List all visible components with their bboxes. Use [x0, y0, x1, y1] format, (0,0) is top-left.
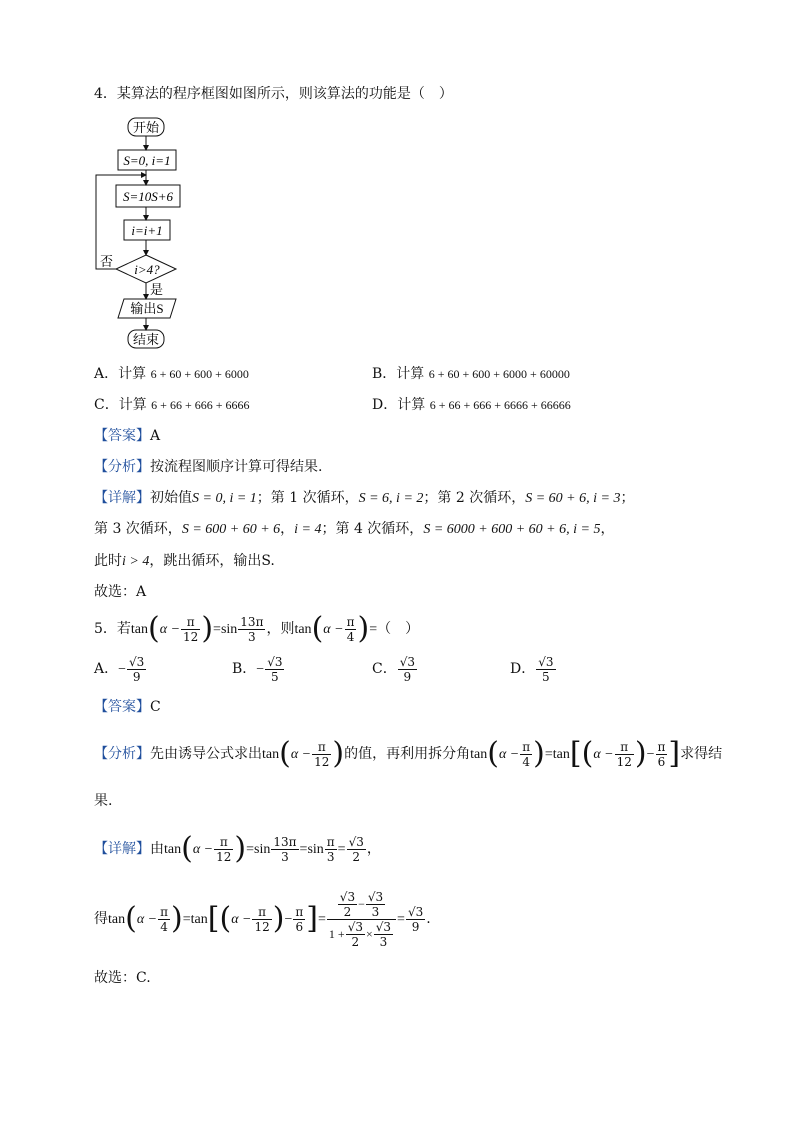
q4-answer-tag: 【答案】 — [94, 428, 150, 444]
q5-text: （ ） — [377, 621, 420, 637]
q5-math: = — [369, 622, 378, 637]
q5-text: 先由诱导公式求出 — [150, 746, 262, 762]
q5-math: √3 — [347, 919, 363, 934]
q5-math: 4 — [346, 629, 355, 644]
q5-math: 4 — [522, 754, 531, 769]
q5-math: π — [657, 739, 666, 754]
q5-text: 得 — [94, 911, 108, 927]
q5-text: ， — [366, 841, 381, 857]
q5-math: √3 — [399, 654, 415, 669]
q5-math: 9 — [403, 669, 412, 684]
q5-analysis-cont: 果. — [94, 793, 113, 809]
q4-option-a-expr: 6 + 60 + 600 + 6000 — [150, 367, 249, 381]
q5-math: = — [182, 912, 191, 927]
q5-math: α − — [192, 842, 214, 857]
q5-math: tan — [164, 842, 182, 857]
q4-detail-line3 — [94, 551, 275, 572]
q4-detail-math: S = 6, i = 2 — [358, 491, 424, 506]
q4-detail-line1 — [94, 488, 634, 509]
q5-option-b — [232, 652, 285, 687]
q5-math: = — [318, 912, 326, 927]
q5-math: sin — [307, 842, 324, 857]
q5-math: 2 — [351, 934, 360, 949]
q5-math: tan — [130, 622, 149, 637]
q4-answer — [94, 426, 160, 446]
q5-math: 5 — [542, 669, 550, 684]
q4-detail-tag: 【详解】 — [94, 490, 150, 506]
q5-math: 12 — [183, 629, 199, 644]
q5-math: tan — [190, 912, 208, 927]
q5-math: tan — [552, 747, 570, 762]
q5-stem: 5．若tan(α − $\frac{\pi}{12}$ )=sin $\frac{13\pi}{3}$ ，则tan(α − $\frac{\pi}{4}$ )=（ ） — [94, 611, 420, 646]
q4-detail-math: S = 600 + 60 + 6 — [181, 522, 281, 537]
q5-choose: 故选：C. — [94, 970, 151, 986]
q5-math: 6 — [295, 919, 304, 934]
q5-big-fraction — [327, 890, 396, 949]
q5-math: 12 — [616, 754, 632, 769]
q5-math: π — [160, 904, 169, 919]
q5-text: 的值，再利用拆分角 — [344, 746, 471, 762]
q5-option-d — [510, 652, 557, 686]
q4-answer-value: A — [150, 428, 161, 444]
q5-math: − — [284, 912, 293, 927]
q5-math: √3 — [375, 919, 392, 934]
flow-no-label: 否 — [100, 254, 114, 269]
q5-math: = — [544, 747, 553, 762]
q4-option-c-label: C．计算 — [94, 397, 147, 413]
flow-init-text: S=0, i=1 — [123, 153, 171, 168]
q4-stem: 4．某算法的程序框图如图所示，则该算法的功能是（ ） — [94, 86, 453, 102]
q5-math: sin — [220, 622, 238, 637]
q5-detail-line1: 【详解】由tan(α − $\frac{\pi}{12}$ )=sin $\frac{13\pi}{3}$ =sin $\frac{\pi}{3}$ = $\frac{√3}{2}$ ， — [94, 831, 381, 866]
q5-math: α − — [498, 747, 520, 762]
q4-detail-math: S = 0, i = 1 — [192, 491, 257, 506]
q5-math: √3 — [348, 834, 364, 849]
q5-analysis: 【分析】先由诱导公式求出tan(α − $\frac{\pi}{12}$ )的值，再利用拆分角tan(α − $\frac{\pi}{4}$ )=tan[(α − $\frac{\pi}{12}$ )− $\frac{\pi}{6}$ ]求得结 — [94, 736, 723, 771]
q4-option-c — [94, 395, 249, 415]
q5-math: 4 — [160, 919, 168, 934]
q5-math: 3 — [379, 934, 388, 949]
flow-step1-text: S=10S+6 — [122, 189, 174, 204]
q5-math: π — [312, 740, 331, 755]
q5-math: sin — [254, 842, 271, 857]
q5-math: α − — [231, 912, 252, 927]
flow-step2-text: i=i+1 — [131, 223, 163, 238]
q4-analysis-text: 按流程图顺序计算可得结果. — [150, 459, 323, 475]
q4-analysis-tag: 【分析】 — [94, 459, 150, 475]
q5-text: . — [426, 911, 431, 927]
q5-math: α − — [159, 622, 181, 637]
q4-option-d-label: D．计算 — [372, 397, 426, 413]
q5-math: tan — [262, 747, 280, 762]
q5-math: − — [358, 896, 365, 911]
q4-option-b — [372, 364, 570, 384]
q5-math: π — [522, 739, 531, 754]
q5-math: tan — [108, 912, 126, 927]
q5-math: = — [337, 842, 346, 857]
flow-output-text: 输出S — [130, 301, 164, 316]
q5-math: 12 — [254, 919, 270, 934]
q5-math: = — [213, 622, 221, 637]
q5-math: π — [252, 905, 271, 920]
q5-option-label: A． — [94, 661, 119, 677]
q4-detail-math: S = 6000 + 600 + 60 + 6, i = 5 — [423, 522, 601, 537]
q4-detail-line2 — [94, 519, 614, 540]
q5-text: 求得结 — [680, 746, 723, 762]
q5-math: = — [397, 912, 405, 927]
q5-math: 2 — [343, 904, 352, 919]
q5-option-label: D． — [510, 661, 536, 677]
q5-math: 3 — [248, 629, 256, 644]
q5-math: 3 — [281, 849, 289, 864]
q5-math: √3 — [339, 889, 356, 904]
q5-math: π — [326, 834, 335, 849]
q5-text: ，则 — [266, 621, 295, 637]
q5-math: π — [615, 740, 634, 755]
q4-detail-text: 初始值 — [150, 490, 192, 506]
q5-math: = — [246, 842, 255, 857]
q5-analysis-tag: 【分析】 — [94, 746, 150, 762]
q5-math: 2 — [352, 849, 361, 864]
q5-math: tan — [470, 747, 488, 762]
q5-answer-value: C — [150, 699, 161, 715]
q4-analysis — [94, 457, 322, 477]
q5-math: 5 — [271, 669, 279, 684]
q5-math: α − — [136, 912, 158, 927]
q5-math: 9 — [411, 919, 420, 934]
q5-detail-line2: 得tan(α − $\frac{\pi}{4}$ )=tan[(α − $\frac{\pi}{12}$ )− $\frac{\pi}{6}$ ]= $\frac{√3}{2}$ − $\frac{√3}{3}$ 1 + $\frac{√3}{2}$ × $\frac{√3}{3}$ = $\frac{√3}{9}$ . — [94, 889, 431, 949]
q5-option-c — [372, 652, 418, 686]
q4-detail-text: ，跳出循环，输出S. — [149, 553, 275, 569]
q5-math: tan — [294, 622, 312, 637]
q4-option-d — [372, 395, 571, 415]
q5-math: 6 — [657, 754, 666, 769]
q5-math: √3 — [367, 889, 384, 904]
q5-math: π — [346, 614, 355, 629]
q5-math: √3 — [407, 904, 424, 919]
flow-start-text: 开始 — [132, 120, 160, 135]
q5-detail-tag: 【详解】 — [94, 841, 150, 857]
q5-math: π — [181, 615, 200, 630]
q4-option-a — [94, 364, 249, 384]
q5-math: α − — [593, 747, 614, 762]
flow-end-text: 结束 — [132, 332, 160, 347]
q5-option-label: C． — [372, 661, 397, 677]
q5-math: 3 — [371, 904, 380, 919]
q5-option-a — [94, 652, 147, 687]
q4-detail-text: ；第 4 次循环， — [321, 521, 424, 537]
q4-detail-math: S = 60 + 6, i = 3 — [525, 491, 621, 506]
q4-option-b-label: B．计算 — [372, 366, 425, 382]
q4-detail-text: 第 3 次循环， — [94, 521, 182, 537]
q4-option-c-expr: 6 + 66 + 666 + 6666 — [151, 398, 250, 412]
q4-option-a-label: A．计算 — [94, 366, 147, 382]
q4-detail-text: ， — [600, 521, 615, 537]
q5-math: 1 + — [328, 926, 345, 941]
q4-detail-math: i > 4 — [122, 554, 150, 569]
q4-choose: 故选：A — [94, 584, 147, 600]
q5-math: √3 — [267, 654, 283, 669]
q5-math: 13π — [240, 614, 264, 629]
q4-option-d-expr: 6 + 66 + 666 + 6666 + 66666 — [429, 398, 571, 412]
q5-math: = — [299, 842, 308, 857]
q5-option-label: B． — [232, 661, 257, 677]
q5-math: 12 — [314, 754, 330, 769]
q4-detail-text: ； — [620, 490, 635, 506]
q5-math: 12 — [216, 849, 232, 864]
q5-math: 3 — [326, 849, 335, 864]
q4-detail-math: i = 4 — [294, 522, 322, 537]
q5-math: π — [295, 904, 304, 919]
q5-math: √3 — [538, 654, 554, 669]
q4-detail-text: ， — [280, 521, 295, 537]
q5-num: 5．若 — [94, 621, 131, 637]
q5-math: − — [118, 662, 127, 677]
flow-cond-text: i>4? — [134, 262, 160, 277]
q5-math: α − — [323, 622, 344, 637]
q5-math: − — [256, 662, 265, 677]
flow-yes-label: 是 — [150, 282, 164, 297]
q4-option-b-expr: 6 + 60 + 600 + 6000 + 60000 — [428, 367, 570, 381]
q4-detail-text: ；第 2 次循环， — [423, 490, 526, 506]
q5-math: α − — [290, 747, 312, 762]
flowchart — [90, 112, 200, 352]
q4-detail-text: ；第 1 次循环， — [256, 490, 359, 506]
q5-math: 13π — [273, 834, 297, 849]
q4-detail-text: 此时 — [94, 553, 122, 569]
q5-answer-tag: 【答案】 — [94, 699, 150, 715]
q5-math: − — [646, 747, 655, 762]
q5-math: √3 — [129, 654, 145, 669]
q5-math: π — [214, 835, 233, 850]
q5-answer — [94, 697, 161, 717]
q5-text: 由 — [150, 841, 164, 857]
q5-math: 9 — [132, 669, 141, 684]
q5-math: × — [365, 926, 373, 941]
